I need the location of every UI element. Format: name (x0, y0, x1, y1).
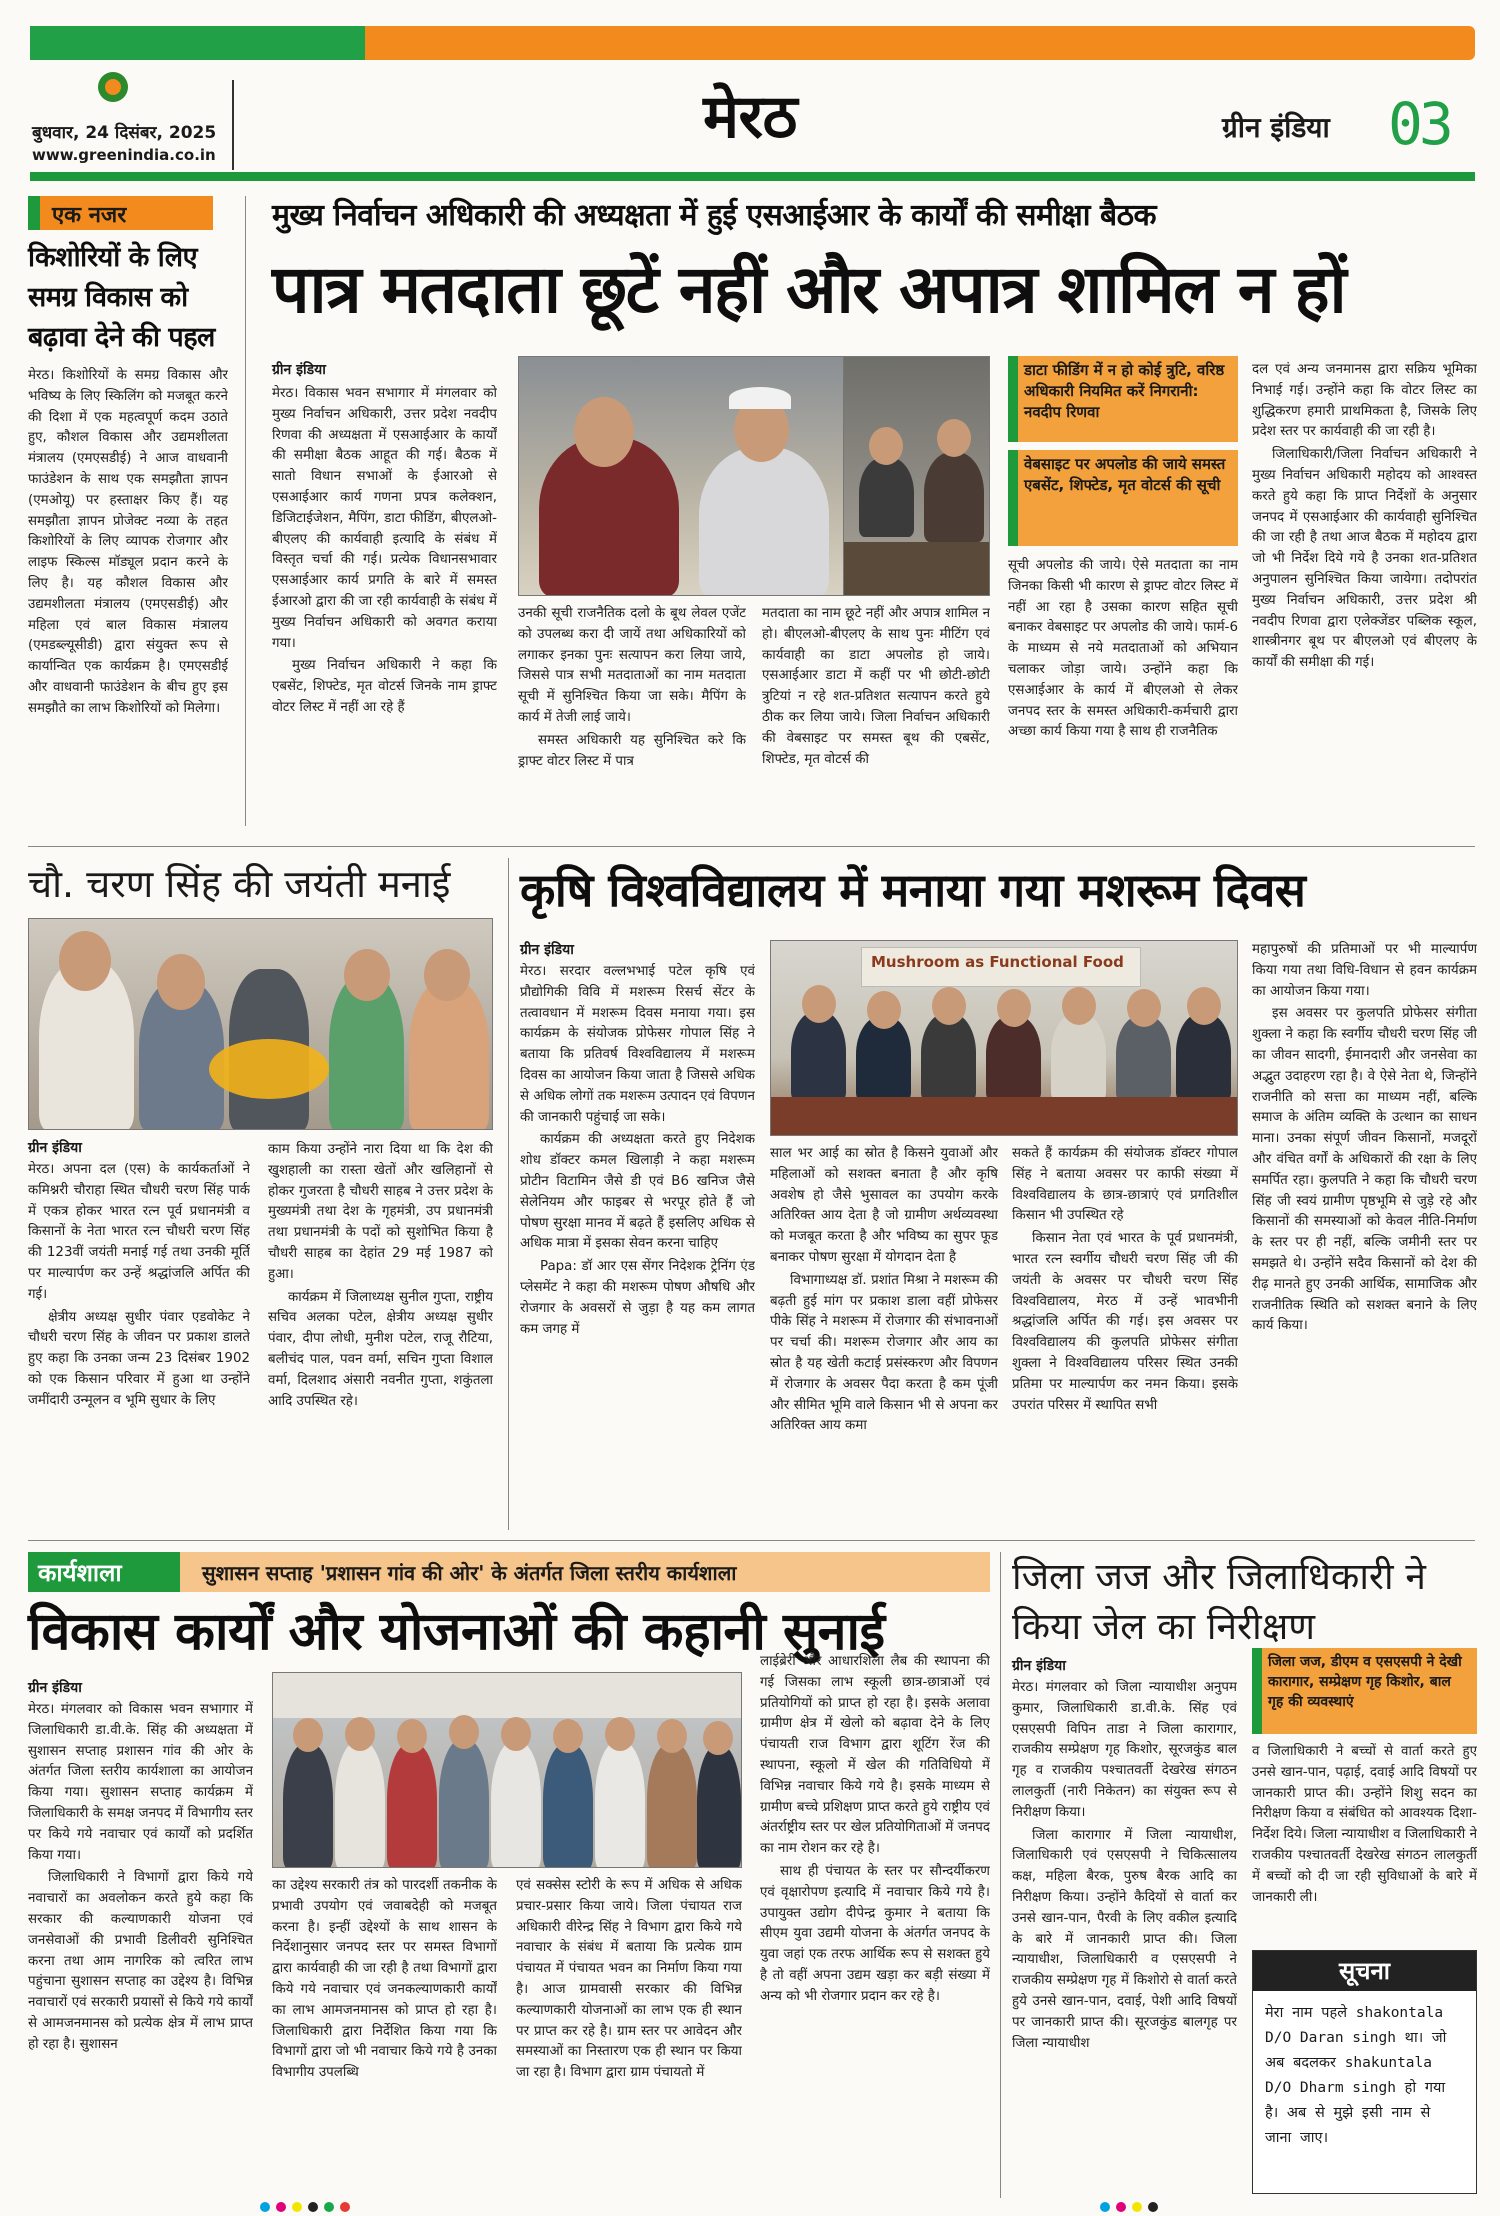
mushroom-col-3-text: सकते हैं कार्यक्रम की संयोजक डॉक्टर गोपाल सिंह ने बताया अवसर पर काफी संख्या में विश्वविद्यालय के छात्र-छात्राएं एवं प्रगतिशील किसान भी उपस्थित रहे (1012, 1146, 1238, 1224)
column-divider (1000, 1552, 1001, 2198)
jail-highlight-text: जिला जज, डीएम व एसएसपी ने देखी कारागार, सम्प्रेक्षण गृह किशोर, बाल गृह की व्यवस्थाएं (1268, 1654, 1462, 1710)
website-link[interactable]: www.greenindia.co.in (32, 146, 216, 164)
mushroom-headline: कृषि विश्वविद्यालय में मनाया गया मशरूम दिवस (520, 863, 1306, 917)
charan-photo (28, 918, 493, 1130)
city-title: मेरठ (703, 82, 797, 152)
karyashala-headline: विकास कार्यों और योजनाओं की कहानी सुनाई (28, 1602, 885, 1662)
karyashala-byline: ग्रीन इंडिया (28, 1680, 82, 1696)
lead-highlight-1-text: डाटा फीडिंग में न हो कोई त्रुटि, वरिष्ठ अधिकारी नियमित करें निगरानी: नवदीप रिणवा (1024, 361, 1225, 421)
lead-byline: ग्रीन इंडिया (272, 362, 326, 378)
lead-col-1-text: मेरठ। विकास भवन सभागार में मंगलवार को मुख्य निर्वाचन अधिकारी, उत्तर प्रदेश नवदीप रिणवा की अध्यक्षता में एसआईआर के कार्यों की समीक्षा बैठक आहूत की गई। बैठक में सातो विधान सभाओं के ईआरओ से एसआईआर कार्य गणना प्रपत्र कलेक्शन, डिजिटाईजेशन, मैपिंग, डाटा फीडिंग, बीएलओ-बीएलए की कार्यवाही इत्यादि के संबंध में विस्तृत चर्चा की गई। प्रत्येक विधानसभावार एसआईआर कार्य प्रगति के बारे में समस्त ईआरओ द्वारा की जा रही कार्यवाही के संबंध में मुख्य निर्वाचन अधिकारी को अवगत कराया गया। (272, 386, 497, 651)
jail-col-1b-text: जिला कारागार में जिला न्यायाधीश, जिलाधिकारी एवं एसएसपी ने चिकित्सालय कक्ष, महिला बैरक, पुरुष बैरक आदि का निरीक्षण किया। उन्होंने कैदियों से वार्ता कर उनसे खान-पान, पैरवी के लिए वकील इत्यादि के बारे में जानकारी प्राप्त की। जिला न्यायाधीश, जिलाधिकारी व एसएसपी ने राजकीय सम्प्रेक्षण गृह में किशोरो से वार्ता करते हुये उनसे खान-पान, दवाई, पेशी आदि विषयों पर जानकारी प्राप्त की। सूरजकुंड बालगृह पर जिला न्यायाधीश (1012, 1827, 1237, 2051)
charan-col-1 (28, 1160, 250, 1530)
page-number: 03 (1388, 90, 1450, 158)
charan-headline: चौ. चरण सिंह की जयंती मनाई (28, 862, 451, 906)
lead-highlight-2 (1008, 450, 1238, 546)
lead-kicker: मुख्य निर्वाचन अधिकारी की अध्यक्षता में हुई एसआईआर के कार्यों की समीक्षा बैठक (272, 198, 1157, 233)
karyashala-col-3 (516, 1876, 742, 2198)
issue-date: बुधवार, 24 दिसंबर, 2025 (32, 123, 217, 143)
notice-title: सूचना (1339, 1957, 1390, 1985)
section-divider (28, 846, 1475, 847)
print-registration-marks (260, 2202, 560, 2212)
jail-headline: जिला जज और जिलाधिकारी ने किया जेल का निरीक्षण (1012, 1555, 1426, 1648)
top-bar-green (30, 26, 365, 60)
top-bar-orange (365, 26, 1475, 60)
karyashala-col-4-text: लाईब्रेरी और आधारशिला लैब की स्थापना की गई जिसका लाभ स्कूली छात्र-छात्राओं एवं प्रतियोगियों को प्राप्त हो रहा है। इसके अलावा ग्रामीण क्षेत्र में खेलो को बढ़ावा देने के लिए पंचायती राज विभाग द्वारा शूटिंग रेंज की स्थापना, स्कूलो में खेल की गतिविधियो में विभिन्न नवाचार किये गये है। इसके माध्यम से ग्रामीण बच्चे प्रशिक्षण प्राप्त करते हुये राष्ट्रीय एवं अंतर्राष्ट्रीय स्तर पर खेल प्रतियोगिताओं में जनपद का नाम रोशन कर रहे है। (760, 1654, 990, 1857)
mushroom-col-4 (1252, 940, 1477, 1530)
ek-nazar-tag (28, 196, 213, 230)
lead-headline: पात्र मतदाता छूटें नहीं और अपात्र शामिल न हों (272, 251, 1346, 328)
karyashala-col-1 (28, 1700, 253, 2198)
charan-col-1-text: मेरठ। अपना दल (एस) के कार्यकर्ताओं ने कमिश्नरी चौराहा स्थित चौधरी चरण सिंह पार्क में एकत्र होकर भारत रत्न पूर्व प्रधानमंत्री व किसानों के नेता भारत रत्न चौधरी चरण सिंह की 123वीं जयंती मनाई गई तथा उनकी मूर्ति पर माल्यार्पण कर उन्हें श्रद्धांजलि अर्पित की गई। (28, 1162, 250, 1302)
karyashala-col-1b-text: जिलाधिकारी ने विभागों द्वारा किये गये नवाचारों का अवलोकन करते हुये कहा कि सरकार की कल्याणकारी योजना एवं जनसेवाओं की प्रभावी डिलीवरी सुनिश्चित करना तथा आम नागरिक को त्वरित लाभ पहुंचाना सुशासन सप्ताह का उद्देश्य है। विभिन्न नवाचारों एवं सरकारी प्रयासों से किये गये कार्यों से आमजनमानस को प्रत्येक क्षेत्र में लाभ प्राप्त हो रहा है। सुशासन (28, 1870, 253, 2052)
jail-byline: ग्रीन इंडिया (1012, 1658, 1066, 1674)
karyashala-col-4b-text: साथ ही पंचायत के स्तर पर सौन्दर्यीकरण एवं वृक्षारोपण इत्यादि में नवाचार किये गये है। उपायुक्त उद्योग दीपेन्द्र कुमार ने बताया कि सीएम युवा उद्यमी योजना के अंतर्गत जनपद के युवा जहां एक तरफ आर्थिक रूप से सशक्त हुये है तो वहीं अपना उद्यम खड़ा कर बड़ी संख्या में अन्य को भी रोजगार प्रदान कर रहे है। (760, 1863, 990, 2004)
lead-col-2-text: उनकी सूची राजनैतिक दलो के बूथ लेवल एजेंट को उपलब्ध करा दी जायें तथा अधिकारियों को लगाकर इनका पुनः सत्यापन करा लिया जाये, जिससे पात्र सभी मतदाताओं का नाम मतदाता सूची में सुनिश्चित किया जा सके। मैपिंग के कार्य में तेजी लाई जाये। (518, 606, 746, 725)
masthead (0, 60, 1500, 178)
karyashala-col-2-text: का उद्देश्य सरकारी तंत्र को पारदर्शी तकनीक के प्रभावी उपयोग एवं जवाबदेही को मजबूत करना है। इन्हीं उद्देश्यों के साथ शासन के निर्देशानुसार जनपद स्तर पर समस्त विभागों द्वारा कार्यवाही की जा रही है तथा विभागों द्वारा किये गये नवाचार एवं जनकल्याणकारी कार्यों का लाभ आमजनमानस को प्राप्त हो रहा है। जिलाधिकारी द्वारा निर्देशित किया गया कि विभागों द्वारा जो भी नवाचार किये गये है उनका विभागीय उपलब्धि (272, 1878, 497, 2081)
jail-highlight (1252, 1648, 1477, 1734)
lead-col-5b-text: जिलाधिकारी/जिला निर्वाचन अधिकारी ने मुख्य निर्वाचन अधिकारी महोदय को आश्वस्त करते हुये कहा कि प्राप्त निर्देशों के अनुसार जनपद में एसआईआर की कार्यवाही सुनिश्चित की जा रही है तथा आज बैठक में महोदय द्वारा जो भी निर्देश दिये गये है उनका शत-प्रतिशत अनुपालन सुनिश्चित किया जायेगा। तदोपरांत मुख्य निर्वाचन अधिकारी, उत्तर प्रदेश श्री नवदीप रिणवा द्वारा एलेक्जेंडर पब्लिक स्कूल, शास्त्रीनगर बूथ पर बीएलओ एवं बीएलए के कार्यों की समीक्षा की गई। (1252, 447, 1477, 671)
karyashala-kicker-bar (180, 1552, 990, 1592)
mushroom-col-1-text: मेरठ। सरदार वल्लभभाई पटेल कृषि एवं प्रौद्योगिकी विवि में मशरूम रिसर्च सेंटर के तत्वावधान में मशरूम दिवस मनाया गया। इस कार्यक्रम के संयोजक प्रोफेसर गोपाल सिंह ने बताया कि प्रतिवर्ष विश्वविद्यालय में मशरूम दिवस का आयोजन किया जाता है जिससे अधिक से अधिक लोगों तक मशरूम उत्पादन एवं विपणन की जानकारी पहुंचाई जा सके। (520, 964, 755, 1125)
karyashala-kicker: सुशासन सप्ताह 'प्रशासन गांव की ओर' के अंतर्गत जिला स्तरीय कार्यशाला (202, 1561, 737, 1585)
karyashala-col-1-text: मेरठ। मंगलवार को विकास भवन सभागार में जिलाधिकारी डा.वी.के. सिंह की अध्यक्षता में सुशासन सप्ताह प्रशासन गांव की ओर के अंतर्गत जिला स्तरीय कार्यशाला का आयोजन किया गया। सुशासन सप्ताह कार्यक्रम में जिलाधिकारी के समक्ष जनपद में विभागीय स्तर पर किये गये नवाचार एवं कार्यों को प्रदर्शित किया गया। (28, 1702, 253, 1863)
mushroom-col-2b-text: विभागाध्यक्ष डॉ. प्रशांत मिश्रा ने मशरूम की बढ़ती हुई मांग पर प्रकाश डाला वहीं प्रोफेसर पीके सिंह ने मशरूम में रोजगार की संभावनाओं पर चर्चा की। मशरूम रोजगार और आय का स्रोत है यह खेती कटाई प्रसंस्करण और विपणन में रोजगार के अवसर पैदा करता है कम पूंजी और सीमित भूमि वाले किसान भी से अपना कर अतिरिक्त आय कमा (770, 1272, 998, 1434)
lead-photo-right (843, 356, 990, 596)
mushroom-col-4-text: महापुरुषों की प्रतिमाओं पर भी माल्यार्पण किया गया तथा विधि-विधान से हवन कार्यक्रम का आयोजन किया गया। (1252, 942, 1477, 999)
lead-col-5 (1252, 360, 1477, 830)
jail-col-1-text: मेरठ। मंगलवार को जिला न्यायाधीश अनुपम कुमार, जिलाधिकारी डा.वी.के. सिंह एवं एसएसपी विपिन ताडा ने जिला कारागार, राजकीय सम्प्रेक्षण गृह किशोर, सूरजकुंड बाल गृह व राजकीय पश्चातवर्ती देखरेख संगठन लालकुर्ती (नारी निकेतन) का संयुक्त रूप से निरीक्षण किया। (1012, 1680, 1237, 1820)
print-registration-marks-right (1100, 2202, 1300, 2212)
column-divider (508, 858, 509, 1530)
mushroom-byline: ग्रीन इंडिया (520, 942, 574, 958)
lead-col-4 (1008, 556, 1238, 830)
charan-col-2 (268, 1140, 493, 1530)
masthead-divider (232, 80, 234, 170)
mushroom-col-1b-text: कार्यक्रम की अध्यक्षता करते हुए निदेशक शोध डॉक्टर कमल खिलाड़ी ने कहा मशरूम प्रोटीन विटामिन जैसे डी एवं B6 खनिज जैसे सेलेनियम और फाइबर से भरपूर होते हैं जो पोषण सुरक्षा मानव में बढ़ते हैं इसलिए अधिक से अधिक मात्रा में इसका सेवन करना चाहिए (520, 1132, 755, 1252)
jail-col-2 (1252, 1742, 1477, 1938)
ek-nazar-body (28, 366, 228, 821)
karyashala-col-3-text: एवं सक्सेस स्टोरी के रूप में अधिक से अधिक प्रचार-प्रसार किया जाये। जिला पंचायत राज अधिकारी वीरेन्द्र सिंह ने विभाग द्वारा किये गये नवाचार के संबंध में बताया कि प्रत्येक ग्राम पंचायत में पंचायत भवन का निर्माण किया गया है। आज ग्रामवासी सरकार की विभिन्न कल्याणकारी योजनाओं का लाभ एक ही स्थान पर प्राप्त कर रहे है। ग्राम स्तर पर आवेदन और समस्याओं का निस्तारण एक ही स्थान पर किया जा रहा है। विभाग द्वारा ग्राम पंचायतो में (516, 1878, 742, 2081)
karyashala-tag-label: कार्यशाला (38, 1559, 122, 1587)
lead-col-1b-text: मुख्य निर्वाचन अधिकारी ने कहा कि एबसेंट, शिफ्टेड, मृत वोटर्स जिनके नाम ड्राफ्ट वोटर लिस्ट में नहीं आ रहे हैं (272, 658, 497, 715)
karyashala-col-2 (272, 1876, 497, 2198)
ek-nazar-headline: किशोरियों के लिए समग्र विकास को बढ़ावा देने की पहल (28, 242, 215, 353)
charan-col-2-text: काम किया उन्होंने नारा दिया था कि देश की खुशहाली का रास्ता खेतों और खलिहानों से होकर गुजरता है चौधरी साहब ने उत्तर प्रदेश के मुख्यमंत्री तथा देश के गृहमंत्री, उप प्रधानमंत्री तथा प्रधानमंत्री के पदों को सुशोभित किया है चौधरी साहब का देहांत 29 मई 1987 को हुआ। (268, 1142, 493, 1282)
karyashala-col-4 (760, 1652, 990, 2198)
charan-byline: ग्रीन इंडिया (28, 1140, 82, 1156)
lead-highlight-1 (1008, 356, 1238, 442)
charan-col-1b-text: क्षेत्रीय अध्यक्ष सुधीर पंवार एडवोकेट ने चौधरी चरण सिंह के जीवन पर प्रकाश डालते हुए कहा कि उनका जन्म 23 दिसंबर 1902 को एक किसान परिवार में हुआ था उन्होंने जमींदारी उन्मूलन व भूमि सुधार के लिए (28, 1309, 250, 1408)
jail-col-1 (1012, 1678, 1237, 2198)
lead-highlight-2-text: वेबसाइट पर अपलोड की जाये समस्त एबसेंट, शिफ्टेड, मृत वोटर्स की सूची (1024, 455, 1226, 494)
jail-col-2-text: व जिलाधिकारी ने बच्चों से वार्ता करते हुए उनसे खान-पान, पढ़ाई, दवाई आदि विषयों पर जानकारी प्राप्त की। उन्होंने शिशु सदन का निरीक्षण किया व संबंधित को आवश्यक दिशा-निर्देश दिये। जिला न्यायाधीश व जिलाधिकारी ने राजकीय पश्चातवर्ती देखरेख संगठन लालकुर्ती में बच्चों को दी जा रही सुविधाओं के बारे में जानकारी ली। (1252, 1744, 1477, 1905)
lead-col-3-text: मतदाता का नाम छूटे नहीं और अपात्र शामिल न हो। बीएलओ-बीएलए के साथ पुनः मीटिंग एवं कार्यवाही का डाटा अपलोड हो जाये। एसआईआर डाटा में कहीं पर भी छोटी-छोटी त्रुटियां न रहे शत-प्रतिशत सत्यापन करते हुये ठीक कर लिया जाये। जिला निर्वाचन अधिकारी की वेबसाइट पर समस्त बूथ की एबसेंट, शिफ्टेड, मृत वोटर्स की (762, 606, 990, 767)
lead-col-1 (272, 384, 497, 830)
lead-col-2 (518, 604, 746, 830)
mushroom-col-3 (1012, 1144, 1238, 1530)
mushroom-col-1 (520, 962, 755, 1530)
mushroom-photo (770, 940, 1238, 1136)
mushroom-col-3b-text: किसान नेता एवं भारत के पूर्व प्रधानमंत्री, भारत रत्न स्वर्गीय चौधरी चरण सिंह जी की जयंती के अवसर पर चौधरी चरण सिंह विश्वविद्यालय, मेरठ में उन्हें भावभीनी श्रद्धांजलि अर्पित की गई। इस अवसर पर विश्वविद्यालय की कुलपति प्रोफेसर संगीता शुक्ला ने विश्वविद्यालय परिसर स्थित उनकी प्रतिमा पर माल्यार्पण कर नमन किया। इसके उपरांत परिसर में स्थापित सभी (1012, 1231, 1238, 1413)
notice-title-bar (1253, 1951, 1476, 1991)
logo-icon (98, 72, 128, 102)
mushroom-col-1c-text: Papa: डॉ आर एस सेंगर निदेशक ट्रेनिंग एंड प्लेसमेंट ने कहा की मशरूम पोषण औषधि और रोजगार के अवसरों से जुड़ा है यह कम लागत कम जगह में (520, 1259, 755, 1337)
paper-name: ग्रीन इंडिया (1222, 111, 1330, 144)
mushroom-col-4b-text: इस अवसर पर कुलपति प्रोफेसर संगीता शुक्ला ने कहा कि स्वर्गीय चौधरी चरण सिंह जी का जीवन सादगी, ईमानदारी और जनसेवा का अद्भुत उदाहरण रहा है। वे ऐसे नेता थे, जिन्होंने राजनीति को सत्ता का माध्यम नहीं, बल्कि समाज के अंतिम व्यक्ति के उत्थान का साधन माना। उनका संपूर्ण जीवन किसानों, मजदूरों और वंचित वर्गों के अधिकारों की रक्षा के लिए समर्पित रहा। कुलपति ने कहा कि चौधरी चरण सिंह जी स्वयं ग्रामीण पृष्ठभूमि से जुड़े रहे और किसानों की समस्याओं को केवल नीति-निर्माण के स्तर पर ही नहीं, बल्कि जमीनी स्तर पर समझते थे। उन्होंने सदैव किसानों को देश की रीढ़ मानते हुए उनकी आर्थिक, सामाजिक और राजनीतिक स्थिति को सशक्त बनाने के लिए कार्य किया। (1252, 1006, 1477, 1334)
mushroom-col-2-text: साल भर आई का स्रोत है किसने युवाओं और महिलाओं को सशक्त बनाता है और कृषि अवशेष हो जैसे भुसावल का उपयोग करके अतिरिक्त आय देता है जो ग्रामीण अर्थव्यवस्था को मजबूत करता है और भविष्य का सुपर फूड बनाकर पोषण सुरक्षा में योगदान देता है (770, 1146, 998, 1265)
lead-col-2b-text: समस्त अधिकारी यह सुनिश्चित करे कि ड्राफ्ट वोटर लिस्ट में पात्र (518, 732, 746, 769)
lead-col-3 (762, 604, 990, 830)
masthead-rule (30, 172, 1475, 181)
section-divider (28, 1540, 1475, 1541)
mushroom-col-2 (770, 1144, 998, 1530)
karyashala-tag (28, 1552, 180, 1592)
lead-col-5-text: दल एवं अन्य जनमानस द्वारा सक्रिय भूमिका निभाई गई। उन्होंने कहा कि वोटर लिस्ट का शुद्धिकरण हमारी प्राथमिकता है, जिसके लिए प्रदेश स्तर पर कार्यवाही की जा रही है। (1252, 362, 1477, 440)
lead-col-4-text: सूची अपलोड की जाये। ऐसे मतदाता का नाम जिनका किसी भी कारण से ड्राफ्ट वोटर लिस्ट में नहीं आ रहा है उसका कारण सहित सूची बनाकर वेबसाइट पर अपलोड की जाये। फार्म-6 के माध्यम से नये मतदाताओं को अभियान चलाकर जोड़ा जाये। उन्होंने कहा कि एसआईआर के कार्य में बीएलओ से लेकर जनपद स्तर के समस्त अधिकारी-कर्मचारी द्वारा अच्छा कार्य किया गया है साथ ही राजनैतिक (1008, 558, 1238, 740)
ek-nazar-tag-label: एक नजर (52, 203, 127, 228)
charan-col-2b-text: कार्यक्रम में जिलाध्यक्ष सुनील गुप्ता, राष्ट्रीय सचिव अलका पटेल, क्षेत्रीय अध्यक्ष सुधीर पंवार, दीपा लोधी, मुनीश पटेल, राजू रौटिया, बलीचंद पाल, पवन वर्मा, सचिन गुप्ता विशाल वर्मा, दिलशाद अंसारी नवनीत गुप्ता, शकुंतला आदि उपस्थित रहे। (268, 1289, 493, 1409)
column-divider (245, 196, 246, 826)
ek-nazar-paragraph: मेरठ। किशोरियों के समग्र विकास और भविष्य के लिए स्किलिंग को मजबूत करने की दिशा में एक महत्वपूर्ण कदम उठाते हुए, कौशल विकास और उद्यमशीलता मंत्रालय (एमएसडीई) ने आज वाधवानी फाउंडेशन के साथ एक समझौता ज्ञापन (एमओयू) पर हस्ताक्षर किए हैं। यह समझौता ज्ञापन प्रोजेक्ट नव्या के तहत किशोरियों के लिए व्यापक रोजगार और लाइफ स्किल्स मॉड्यूल प्रदान करने के लिए है। यह कौशल विकास और उद्यमशीलता मंत्रालय (एमएसडीई) और महिला एवं बाल विकास मंत्रालय (एमडब्ल्यूसीडी) द्वारा संयुक्त रूप से कार्यान्वित एक कार्यक्रम है। एमएसडीई और वाधवानी फाउंडेशन के बीच हुए इस समझौते का लाभ किशोरियों को मिलेगा। (28, 368, 228, 716)
karyashala-photo (272, 1672, 742, 1868)
notice-box (1252, 1950, 1477, 2194)
mushroom-banner-text: Mushroom as Functional Food (871, 953, 1124, 971)
notice-text: मेरा नाम पहले shakontala D/O Daran singh था। जो अब बदलकर shakuntala D/O Dharm singh हो गया है। अब से मुझे इसी नाम से जाना जाए। (1265, 2005, 1447, 2146)
